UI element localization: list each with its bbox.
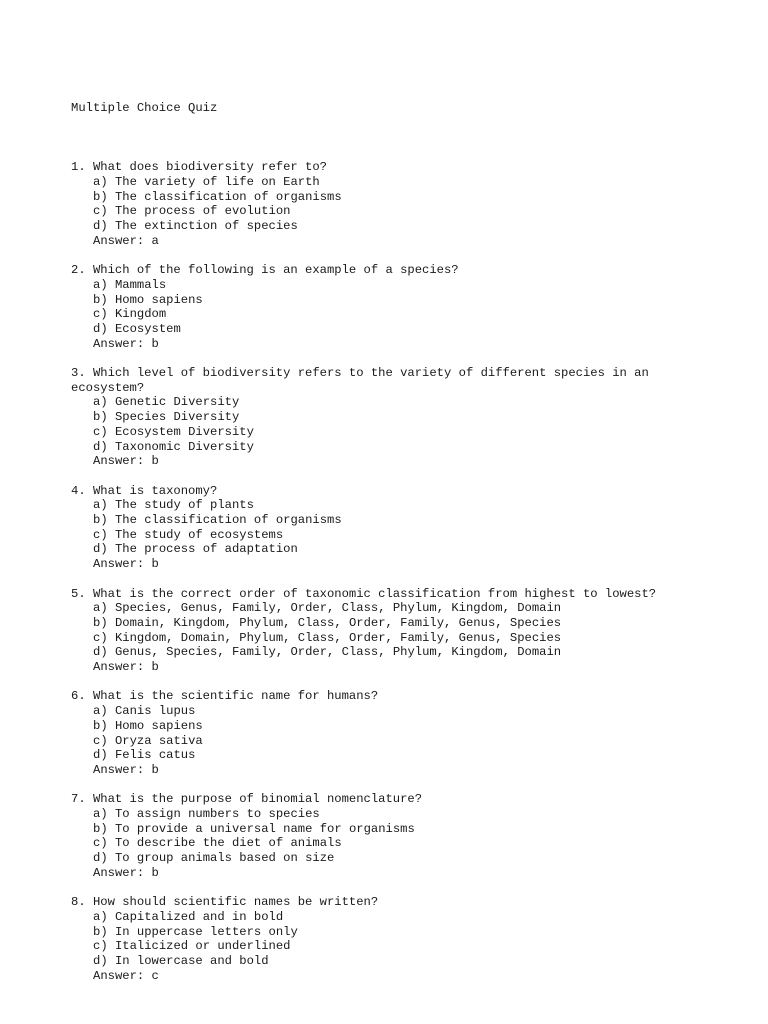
answer-option: b) In uppercase letters only [93, 924, 298, 939]
question-text: 7. What is the purpose of binomial nomenclature? [71, 792, 423, 807]
question-block [71, 366, 701, 469]
answer-option: d) Felis catus [93, 748, 196, 763]
question-block [71, 895, 701, 983]
answer-option: b) The classification of organisms [93, 189, 342, 204]
quiz-document [71, 72, 701, 1013]
document-title: Multiple Choice Quiz [71, 101, 218, 116]
question-block [71, 484, 701, 572]
answer-key: Answer: c [93, 968, 159, 983]
answer-option: d) Taxonomic Diversity [93, 439, 254, 454]
question-block [71, 792, 701, 880]
answer-option: d) The process of adaptation [93, 542, 298, 557]
answer-option: d) To group animals based on size [93, 851, 335, 866]
answer-option: a) Genetic Diversity [93, 395, 240, 410]
answer-option: a) The variety of life on Earth [93, 174, 320, 189]
question-block [71, 160, 701, 248]
answer-option: c) To describe the diet of animals [93, 836, 342, 851]
answer-option: a) Canis lupus [93, 704, 196, 719]
answer-key: Answer: b [93, 336, 159, 351]
answer-key: Answer: a [93, 233, 159, 248]
answer-option: c) Kingdom, Domain, Phylum, Class, Order, Family, Genus, Species [93, 630, 562, 645]
question-block [71, 263, 701, 351]
answer-option: a) Mammals [93, 277, 167, 292]
answer-key: Answer: b [93, 865, 159, 880]
answer-option: d) In lowercase and bold [93, 954, 269, 969]
question-text: 2. Which of the following is an example of a species? [71, 263, 459, 278]
answer-option: c) The process of evolution [93, 204, 291, 219]
question-text: 4. What is taxonomy? [71, 483, 218, 498]
answer-key: Answer: b [93, 454, 159, 469]
answer-option: a) To assign numbers to species [93, 807, 320, 822]
answer-option: b) Domain, Kingdom, Phylum, Class, Order, Family, Genus, Species [93, 615, 562, 630]
answer-option: b) Species Diversity [93, 410, 240, 425]
question-block [71, 689, 701, 777]
answer-option: c) Kingdom [93, 307, 167, 322]
answer-option: c) Italicized or underlined [93, 939, 291, 954]
question-text: 5. What is the correct order of taxonomic classification from highest to lowest? [71, 586, 657, 601]
answer-option: b) The classification of organisms [93, 513, 342, 528]
answer-option: a) Capitalized and in bold [93, 909, 284, 924]
answer-option: d) Ecosystem [93, 321, 181, 336]
answer-key: Answer: b [93, 660, 159, 675]
question-text: 8. How should scientific names be written? [71, 895, 379, 910]
answer-option: a) The study of plants [93, 498, 254, 513]
question-text: 3. Which level of biodiversity refers to the variety of different species in an ecosystem? [71, 366, 657, 395]
answer-key: Answer: b [93, 557, 159, 572]
answer-option: c) Oryza sativa [93, 733, 203, 748]
answer-option: d) Genus, Species, Family, Order, Class, Phylum, Kingdom, Domain [93, 645, 562, 660]
question-text: 6. What is the scientific name for humans? [71, 689, 379, 704]
question-list [71, 160, 701, 983]
answer-option: b) Homo sapiens [93, 718, 203, 733]
answer-key: Answer: b [93, 762, 159, 777]
answer-option: c) The study of ecosystems [93, 527, 284, 542]
answer-option: c) Ecosystem Diversity [93, 424, 254, 439]
question-text: 1. What does biodiversity refer to? [71, 160, 327, 175]
answer-option: a) Species, Genus, Family, Order, Class, Phylum, Kingdom, Domain [93, 601, 562, 616]
answer-option: d) The extinction of species [93, 219, 298, 234]
question-block [71, 587, 701, 675]
answer-option: b) Homo sapiens [93, 292, 203, 307]
answer-option: b) To provide a universal name for organisms [93, 821, 415, 836]
